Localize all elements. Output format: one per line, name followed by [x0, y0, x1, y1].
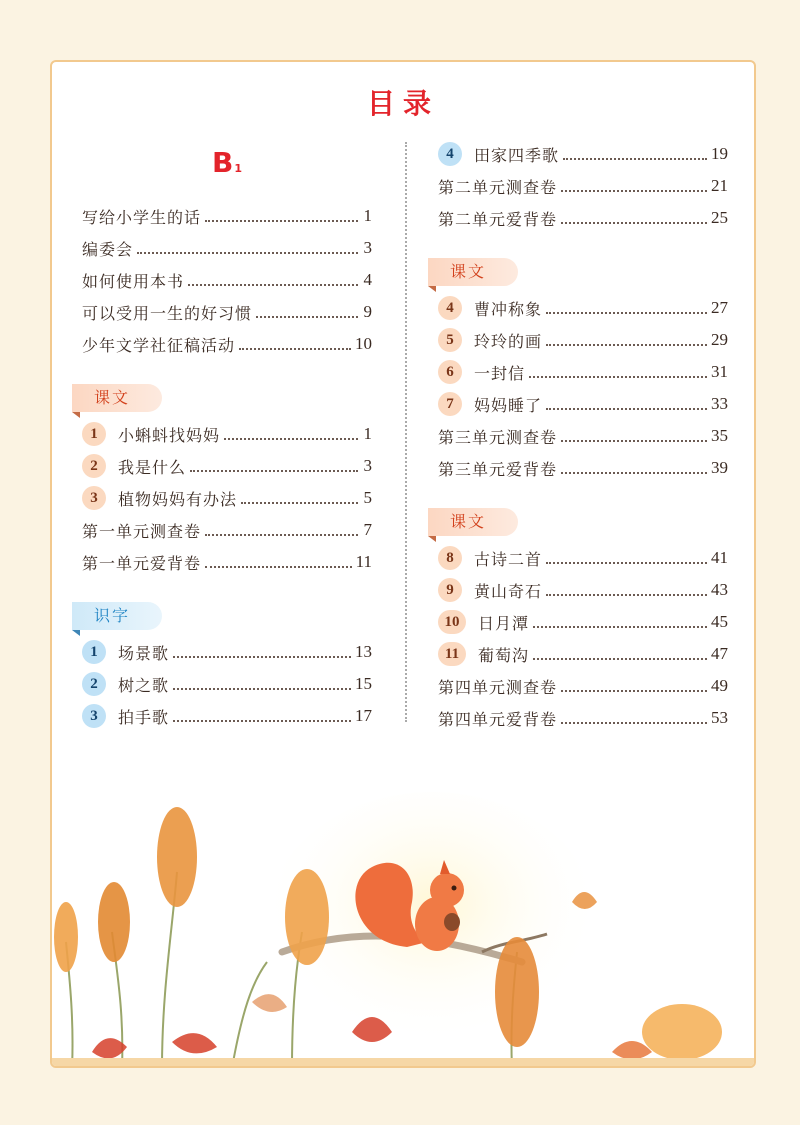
toc-entry[interactable]: [438, 606, 728, 638]
toc-entry-label: 植物妈妈有办法: [118, 489, 238, 509]
leader-dots: [546, 562, 707, 564]
leader-dots: [239, 348, 351, 350]
toc-entry-page: 45: [711, 612, 728, 631]
toc-entry-label: 古诗二首: [474, 549, 543, 569]
toc-entry-label: 第一单元爱背卷: [82, 553, 202, 573]
toc-entry-page: 35: [711, 426, 728, 445]
toc-entry[interactable]: [82, 546, 372, 578]
toc-entry-page: 1: [363, 424, 372, 443]
toc-entry[interactable]: [438, 292, 728, 324]
leader-dots: [173, 688, 351, 690]
toc-entry-label: 妈妈睡了: [474, 395, 543, 415]
lesson-number-badge: 8: [438, 546, 462, 570]
toc-entry-page: 29: [711, 330, 728, 349]
toc-entry[interactable]: [82, 450, 372, 482]
toc-entry[interactable]: [82, 264, 372, 296]
lesson-number-badge: 9: [438, 578, 462, 602]
leader-dots: [561, 472, 707, 474]
leader-dots: [561, 722, 707, 724]
toc-entry[interactable]: [82, 700, 372, 732]
toc-entry-label: 第四单元测查卷: [438, 677, 558, 697]
leader-dots: [205, 566, 352, 568]
toc-entry-page: 47: [711, 644, 728, 663]
leader-dots: [529, 376, 707, 378]
leader-dots: [546, 594, 707, 596]
section-heading-kewen: 课文: [428, 508, 518, 536]
toc-entry-label: 可以受用一生的好习惯: [82, 303, 253, 323]
toc-entry-label: 第一单元测查卷: [82, 521, 202, 541]
toc-entry-label: 树之歌: [118, 675, 170, 695]
toc-entry[interactable]: [438, 702, 728, 734]
toc-entry-page: 4: [363, 270, 372, 289]
leader-dots: [546, 344, 707, 346]
lesson-number-badge: 11: [438, 642, 466, 666]
toc-entry-label: 少年文学社征稿活动: [82, 335, 236, 355]
toc-entry[interactable]: [438, 356, 728, 388]
toc-entry-page: 11: [355, 552, 372, 571]
toc-entry[interactable]: [438, 324, 728, 356]
toc-entry-label: 场景歌: [118, 643, 170, 663]
toc-entry-page: 27: [711, 298, 728, 317]
leader-dots: [533, 626, 707, 628]
section-heading-kewen: 课文: [428, 258, 518, 286]
toc-entry-label: 小蝌蚪找妈妈: [118, 425, 221, 445]
leader-dots: [224, 438, 358, 440]
toc-entry[interactable]: [82, 328, 372, 360]
toc-entry-page: 41: [711, 548, 728, 567]
toc-entry-label: 第三单元测查卷: [438, 427, 558, 447]
toc-entry-page: 17: [355, 706, 372, 725]
leader-dots: [533, 658, 707, 660]
section-heading-kewen: 课文: [72, 384, 162, 412]
toc-frame: [50, 60, 756, 1068]
toc-entry-label: 拍手歌: [118, 707, 170, 727]
toc-entry-page: 3: [363, 238, 372, 257]
toc-entry-page: 19: [711, 144, 728, 163]
leader-dots: [241, 502, 358, 504]
leader-dots: [563, 158, 707, 160]
toc-entry-label: 一封信: [474, 363, 526, 383]
lesson-number-badge: 4: [438, 142, 462, 166]
toc-entry-page: 21: [711, 176, 728, 195]
book-logo: [212, 146, 242, 179]
toc-entry-page: 31: [711, 362, 728, 381]
toc-entry-page: 10: [355, 334, 372, 353]
toc-entry-label: 第三单元爱背卷: [438, 459, 558, 479]
lesson-number-badge: 7: [438, 392, 462, 416]
toc-entry-page: 3: [363, 456, 372, 475]
leader-dots: [205, 220, 358, 222]
toc-entry-label: 玲玲的画: [474, 331, 543, 351]
leader-dots: [173, 720, 351, 722]
toc-entry[interactable]: [82, 232, 372, 264]
lesson-number-badge: 3: [82, 486, 106, 510]
toc-entry[interactable]: [438, 542, 728, 574]
leader-dots: [173, 656, 351, 658]
leader-dots: [190, 470, 358, 472]
toc-entry-page: 1: [363, 206, 372, 225]
leader-dots: [188, 284, 358, 286]
toc-entry[interactable]: [82, 636, 372, 668]
toc-entry-page: 5: [363, 488, 372, 507]
toc-entry[interactable]: [438, 170, 728, 202]
leader-dots: [546, 408, 707, 410]
toc-entry-label: 我是什么: [118, 457, 187, 477]
toc-entry[interactable]: [438, 670, 728, 702]
toc-entry-page: 25: [711, 208, 728, 227]
toc-entry-label: 葡萄沟: [478, 645, 530, 665]
toc-entry-page: 7: [363, 520, 372, 539]
toc-entry[interactable]: [438, 388, 728, 420]
toc-entry[interactable]: [82, 482, 372, 514]
toc-entry-label: 曹冲称象: [474, 299, 543, 319]
leader-dots: [561, 690, 707, 692]
toc-entry-label: 第二单元测查卷: [438, 177, 558, 197]
toc-entry[interactable]: [82, 418, 372, 450]
lesson-number-badge: 2: [82, 454, 106, 478]
toc-entry[interactable]: [82, 200, 372, 232]
leader-dots: [561, 440, 707, 442]
page-title: 目录: [366, 87, 439, 120]
section-heading-shizi: 识字: [72, 602, 162, 630]
toc-entry-label: 田家四季歌: [474, 145, 560, 165]
lesson-number-badge: 3: [82, 704, 106, 728]
toc-entry-page: 15: [355, 674, 372, 693]
toc-entry-label: 第四单元爱背卷: [438, 709, 558, 729]
leader-dots: [137, 252, 358, 254]
leader-dots: [256, 316, 358, 318]
toc-entry[interactable]: [82, 514, 372, 546]
toc-entry-label: 写给小学生的话: [82, 207, 202, 227]
autumn-squirrel-illustration: [52, 762, 756, 1068]
toc-column-right: [438, 138, 728, 734]
leader-dots: [561, 222, 707, 224]
toc-entry[interactable]: [438, 138, 728, 170]
toc-entry-page: 9: [363, 302, 372, 321]
toc-entry-label: 如何使用本书: [82, 271, 185, 291]
lesson-number-badge: 1: [82, 422, 106, 446]
lesson-number-badge: 6: [438, 360, 462, 384]
toc-entry[interactable]: [438, 452, 728, 484]
toc-entry[interactable]: [438, 202, 728, 234]
toc-entry[interactable]: [438, 638, 728, 670]
lesson-number-badge: 1: [82, 640, 106, 664]
lesson-number-badge: 4: [438, 296, 462, 320]
toc-entry[interactable]: [82, 296, 372, 328]
toc-entry[interactable]: [82, 668, 372, 700]
toc-entry-page: 13: [355, 642, 372, 661]
toc-entry-page: 49: [711, 676, 728, 695]
toc-entry-page: 33: [711, 394, 728, 413]
toc-entry-page: 43: [711, 580, 728, 599]
lesson-number-badge: 2: [82, 672, 106, 696]
toc-entry[interactable]: [438, 420, 728, 452]
toc-entry-page: 39: [711, 458, 728, 477]
toc-entry-label: 编委会: [82, 239, 134, 259]
toc-entry-label: 黄山奇石: [474, 581, 543, 601]
book-logo-letter: B: [212, 146, 234, 179]
leader-dots: [546, 312, 707, 314]
book-logo-sub: 1: [234, 162, 242, 175]
ground-strip: [52, 1058, 756, 1068]
leader-dots: [561, 190, 707, 192]
toc-entry-page: 53: [711, 708, 728, 727]
toc-entry-label: 第二单元爱背卷: [438, 209, 558, 229]
leader-dots: [205, 534, 358, 536]
toc-column-left: [82, 200, 372, 732]
column-divider: [405, 142, 407, 722]
toc-entry[interactable]: [438, 574, 728, 606]
lesson-number-badge: 5: [438, 328, 462, 352]
toc-entry-label: 日月潭: [478, 613, 530, 633]
lesson-number-badge: 10: [438, 610, 466, 634]
